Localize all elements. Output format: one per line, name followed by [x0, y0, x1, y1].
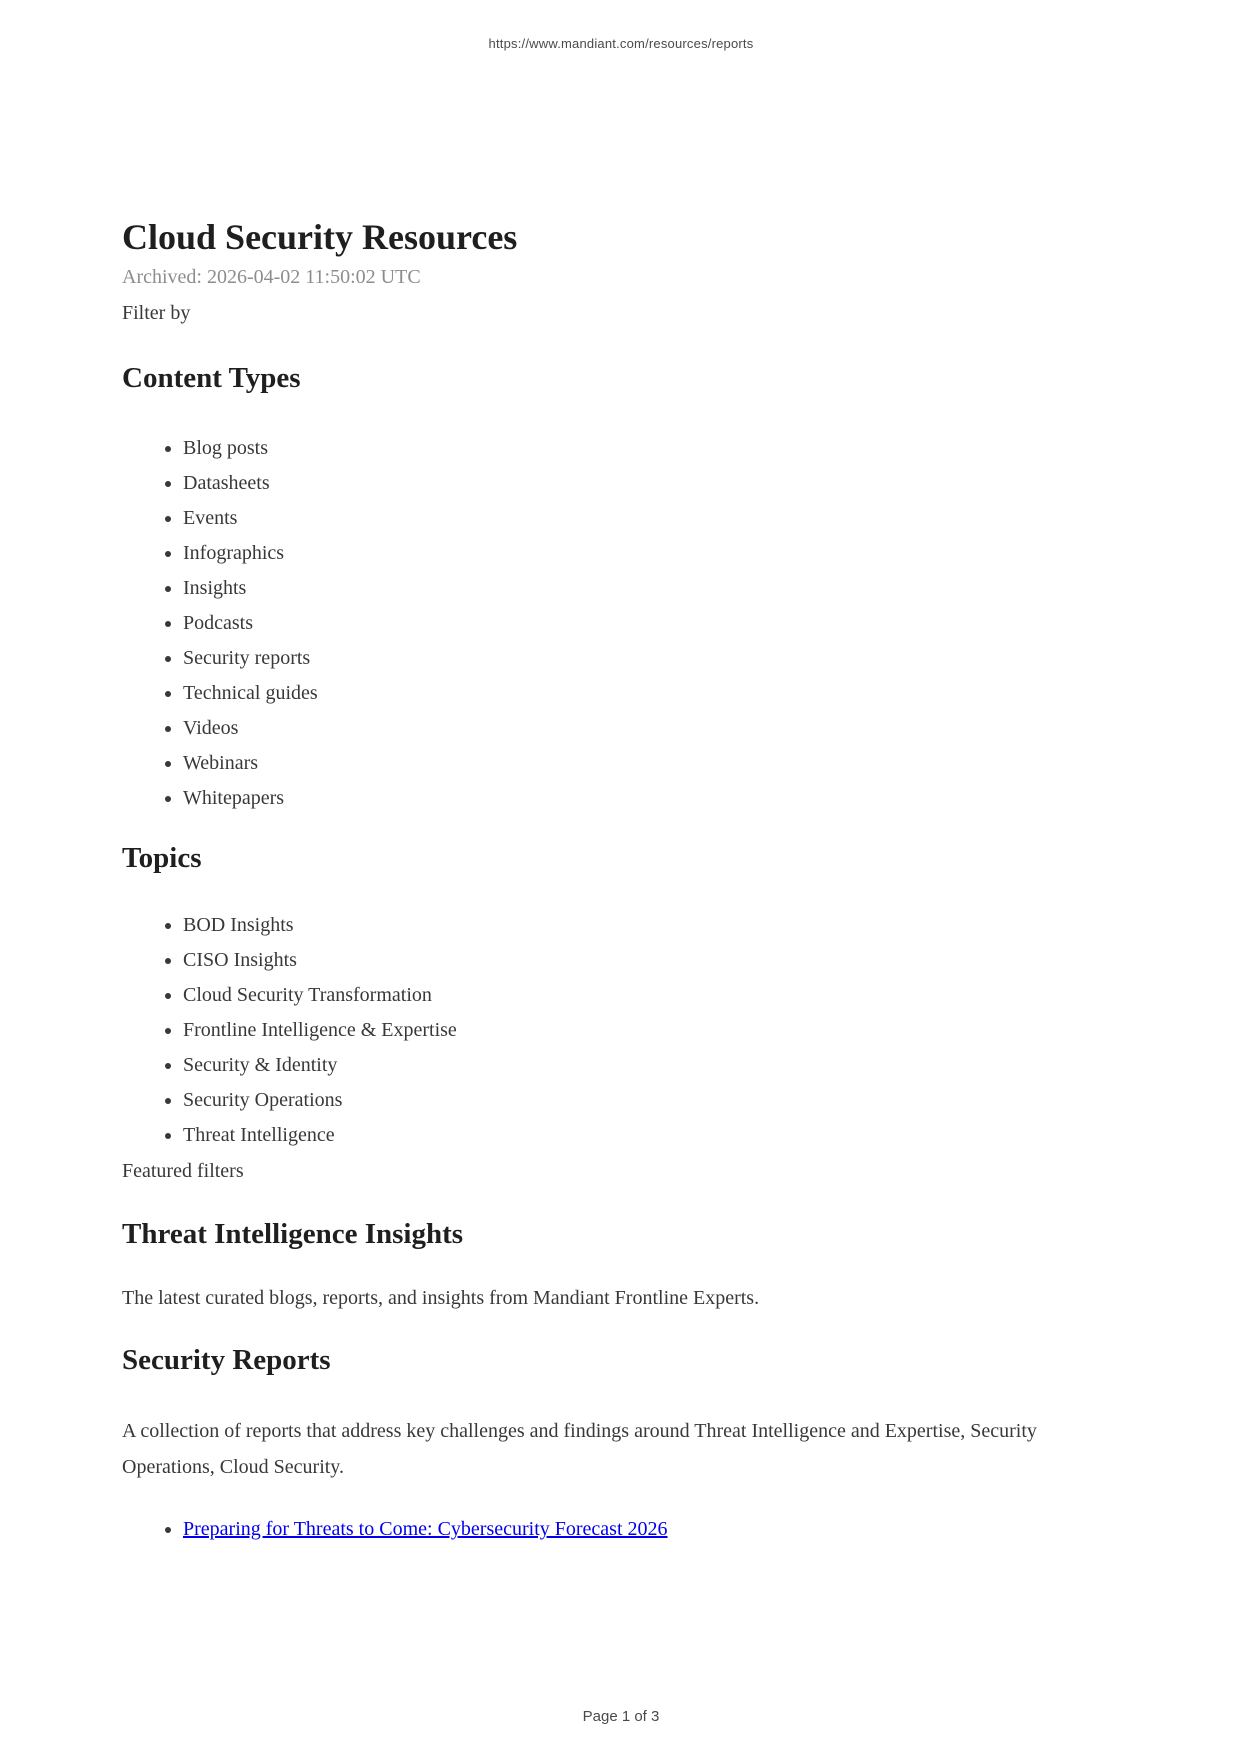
content-type-item: • Insights [183, 571, 1127, 606]
topic-item: • Cloud Security Transformation [183, 978, 1127, 1013]
report-links-list [122, 1512, 1127, 1547]
content-type-item: • Webinars [183, 746, 1127, 781]
document-content [122, 0, 1127, 1547]
content-type-item: • Security reports [183, 641, 1127, 676]
content-type-item: • Videos [183, 711, 1127, 746]
content-type-item: • Podcasts [183, 606, 1127, 641]
section-heading-content-types: Content Types [122, 362, 301, 395]
topic-item: • Frontline Intelligence & Expertise [183, 1013, 1127, 1048]
threat-intelligence-insights-description: The latest curated blogs, reports, and insights from Mandiant Frontline Experts. [122, 1286, 760, 1309]
content-type-item: • Whitepapers [183, 781, 1127, 816]
content-types-list [122, 431, 1127, 816]
archived-timestamp: Archived: 2026-04-02 11:50:02 UTC [122, 266, 421, 289]
section-heading-threat-intelligence-insights: Threat Intelligence Insights [122, 1217, 464, 1250]
topic-item: • Security Operations [183, 1083, 1127, 1118]
page-title: Cloud Security Resources [122, 217, 518, 257]
filter-by-label: Filter by [122, 302, 191, 325]
page-footer-indicator: Page 1 of 3 [582, 1708, 660, 1725]
topics-list [122, 908, 1127, 1153]
content-type-item: • Blog posts [183, 431, 1127, 466]
report-link[interactable]: Preparing for Threats to Come: Cybersecurity Forecast 2026 [183, 1518, 668, 1541]
section-heading-security-reports: Security Reports [122, 1343, 331, 1376]
topic-item: • CISO Insights [183, 943, 1127, 978]
print-header-url: https://www.mandiant.com/resources/reports [488, 36, 754, 51]
topic-item: • Security & Identity [183, 1048, 1127, 1083]
content-type-item: • Infographics [183, 536, 1127, 571]
security-reports-description: A collection of reports that address key challenges and findings around Threat Intelligence and Expertise, Security Operations, Cloud Security. [122, 1420, 1037, 1479]
topic-item: • Threat Intelligence [183, 1118, 1127, 1153]
content-type-item: • Events [183, 501, 1127, 536]
topic-item: • BOD Insights [183, 908, 1127, 943]
report-link-item [183, 1512, 1127, 1547]
content-type-item: • Datasheets [183, 466, 1127, 501]
featured-filters-label: Featured filters [122, 1159, 244, 1182]
content-type-item: • Technical guides [183, 676, 1127, 711]
section-heading-topics: Topics [122, 841, 202, 874]
